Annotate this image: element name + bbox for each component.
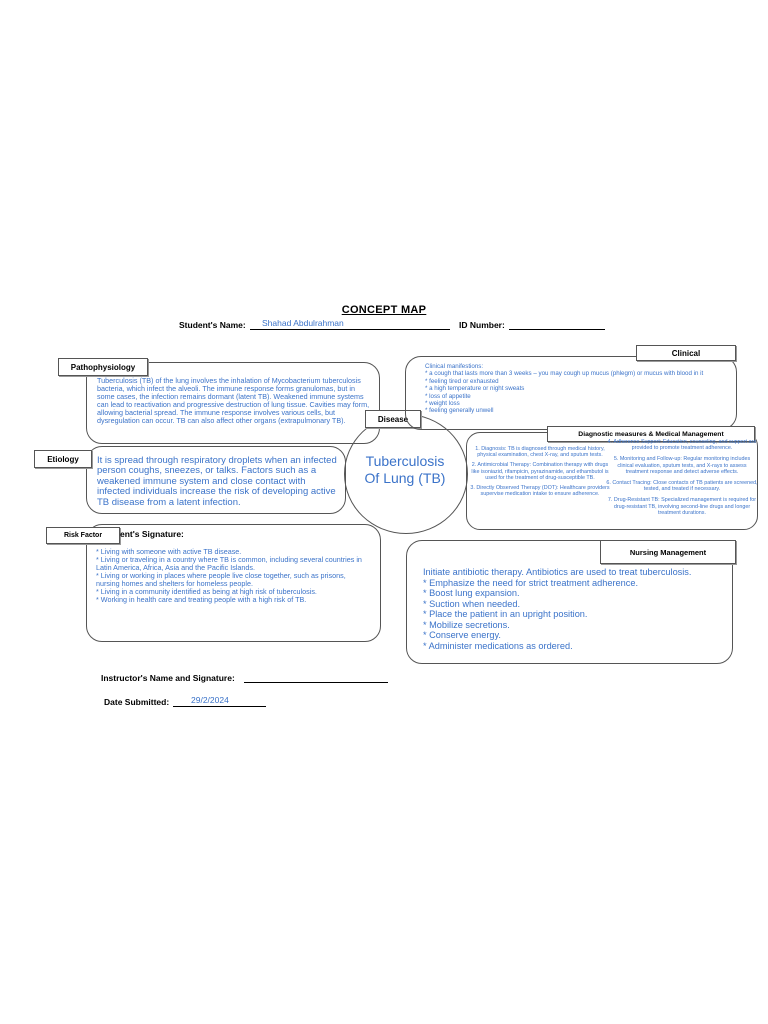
page-title: CONCEPT MAP: [341, 304, 427, 316]
list-item: * a cough that lasts more than 3 weeks – you may cough up mucus (phlegm) or mucus with blood in it: [425, 370, 704, 378]
center-topic-line2: Of Lung (TB): [364, 470, 446, 486]
date-submitted-label: Date Submitted:: [104, 697, 170, 707]
risk-factor-list: [96, 548, 366, 604]
list-item: * weight loss: [425, 400, 460, 408]
list-item: * Administer medications as ordered.: [423, 640, 573, 651]
diagnostic-right-text: [606, 439, 758, 516]
list-item: * a high temperature or night sweats: [425, 385, 525, 393]
id-number-label: ID Number:: [459, 320, 505, 330]
student-name-field[interactable]: [250, 318, 450, 330]
list-item: 3. Directly Observed Therapy (DOT): Healthcare providers supervise medication intake to ensure adherence.: [470, 485, 610, 498]
diagnostic-label: Diagnostic measures & Medical Management: [547, 426, 755, 442]
date-submitted-field[interactable]: [173, 695, 266, 707]
list-item: 4. Adherence Support: Education, counseling, and support are provided to promote treatment adherence.: [607, 439, 757, 452]
list-item: * Mobilize secretions.: [423, 619, 510, 630]
list-item: * Working in health care and treating people with a high risk of TB.: [96, 595, 307, 604]
etiology-text: It is spread through respiratory droplets when an infected person coughs, sneezes, or talks. Factors such as a weakened immune system and close contact with infected individuals increase the risk of developing active TB disease from a latent infection.: [97, 455, 337, 508]
list-item: 5. Monitoring and Follow-up: Regular monitoring includes clinical evaluation, sputum tests, and X-rays to assess treatment response and detect adverse effects.: [613, 456, 751, 475]
list-item: 1. Diagnosis: TB is diagnosed through medical history, physical examination, chest X-ray, and sputum tests.: [475, 446, 605, 459]
list-item: 6. Contact Tracing: Close contacts of TB patients are screened, tested, and treated if necessary.: [606, 480, 758, 493]
list-item: * Living or working in places where people live close together, such as prisons, nursing homes and shelters for homeless people.: [96, 571, 346, 588]
list-item: * feeling generally unwell: [425, 407, 494, 415]
center-topic-line1: Tuberculosis: [365, 453, 445, 469]
clinical-label: Clinical: [636, 345, 736, 361]
etiology-label: Etiology: [34, 450, 92, 468]
pathophysiology-text: Tuberculosis (TB) of the lung involves the inhalation of Mycobacterium tuberculosis bacteria, which infect the alveoli. The immune response forms granulomas, but in some cases, the infection remains dormant (latent TB). Weakened immune systems can lead to reactivation and progressive destruction of lung tissue. Cavities may form, allowing bacterial spread. The immune response involves various cells, but dysregulation can occur. TB can also affect other organs (extrapulmonary TB).: [97, 376, 370, 425]
instructor-field[interactable]: [244, 671, 388, 683]
list-item: 2. Antimicrobial Therapy: Combination therapy with drugs like isoniazid, rifampicin, pyrazinamide, and ethambutol is used for the treatment of drug-susceptible TB.: [471, 462, 609, 481]
list-item: 7. Drug-Resistant TB: Specialized management is required for drug-resistant TB, involving second-line drugs and longer treatment durations.: [607, 497, 757, 516]
student-name-value: Shahad Abdulrahman: [262, 318, 344, 328]
student-name-label: Student's Name:: [179, 320, 246, 330]
clinical-heading: Clinical manifestions:: [425, 363, 484, 370]
pathophysiology-label: Pathophysiology: [58, 358, 148, 376]
list-item: * Suction when needed.: [423, 598, 521, 609]
disease-label: Disease: [365, 410, 421, 428]
list-item: * Living or traveling in a country where TB is common, including several countries in Latin America, Africa, Asia and the Pacific Islands.: [96, 555, 362, 572]
list-item: * Boost lung expansion.: [423, 588, 520, 598]
nursing-list: [423, 567, 723, 651]
list-item: * feeling tired or exhausted: [425, 377, 499, 385]
list-item: * loss of appetite: [425, 392, 471, 400]
list-item: * Living in a community identified as being at high risk of tuberculosis.: [96, 587, 317, 596]
list-item: Initiate antibiotic therapy. Antibiotics are used to treat tuberculosis.: [423, 567, 692, 577]
list-item: * Conserve energy.: [423, 630, 501, 640]
risk-factor-label: Risk Factor: [46, 527, 120, 544]
diagnostic-left-text: [470, 446, 610, 497]
clinical-text: [425, 363, 725, 415]
signature-partial-label: ent's Signature:: [120, 529, 184, 539]
date-submitted-value: 29/2/2024: [191, 695, 229, 705]
center-topic: [344, 453, 466, 487]
instructor-label: Instructor's Name and Signature:: [101, 673, 235, 683]
list-item: * Place the patient in an upright position.: [423, 609, 588, 619]
list-item: * Living with someone with active TB disease.: [96, 547, 242, 556]
list-item: * Emphasize the need for strict treatment adherence.: [423, 577, 639, 588]
nursing-label: Nursing Management: [600, 540, 736, 564]
id-number-field[interactable]: [509, 318, 605, 330]
